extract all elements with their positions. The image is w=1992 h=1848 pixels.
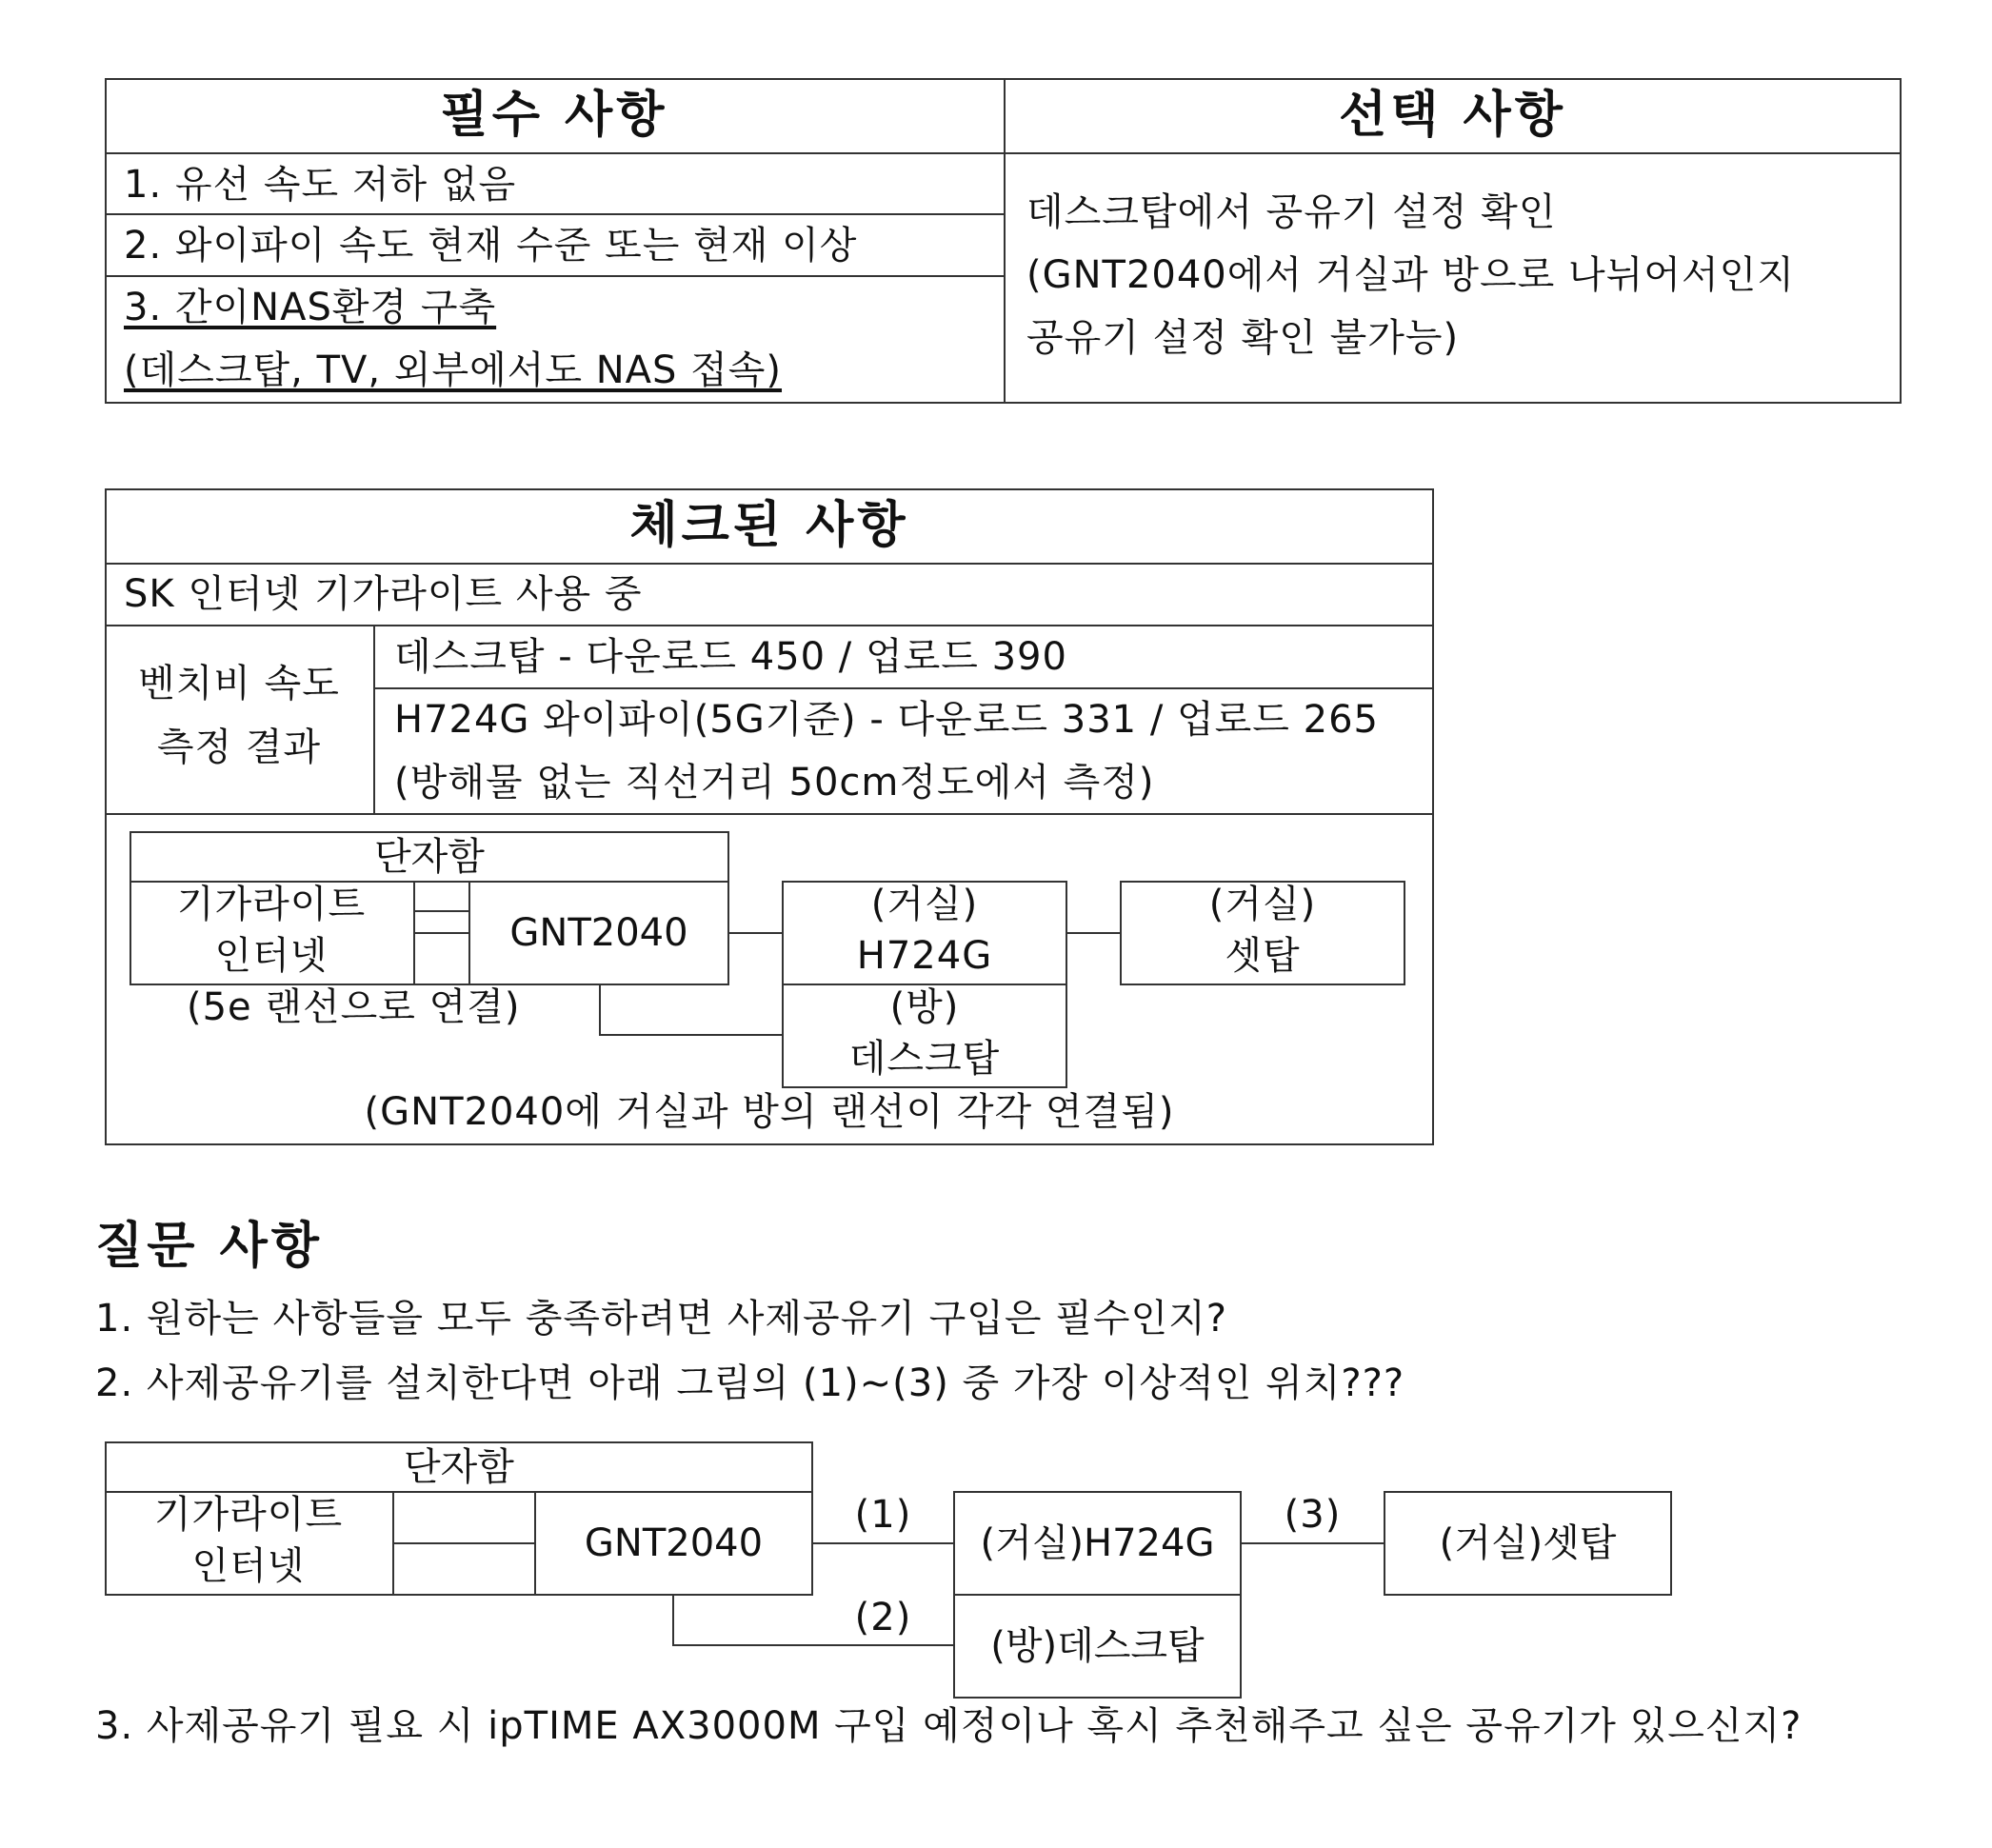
connector-gnt-room-horizontal [599, 1034, 782, 1036]
terminal-box-label: 단자함 [374, 835, 485, 879]
internet-info: SK 인터넷 기가라이트 사용 중 [124, 572, 643, 616]
question-3: 3. 사제공유기 필요 시 ipTIME AX3000M 구입 예정이나 혹시 추천해주고 싶은 공유기가 있으신지? [95, 1704, 1803, 1748]
living-router-label-2: (거실)H724G [980, 1521, 1215, 1565]
giga-label-line-1: 기가라이트 [176, 883, 367, 926]
gnt2040-label-2: GNT2040 [584, 1521, 764, 1565]
giga2-label-line-2: 인터넷 [191, 1544, 306, 1588]
connector-giga-gnt-bottom [413, 932, 468, 934]
position-marker-3: (3) [1284, 1493, 1342, 1537]
required-item-2: 2. 와이파이 속도 현재 수준 또는 현재 이상 [124, 224, 858, 268]
position-marker-1: (1) [854, 1493, 912, 1537]
diagram-caption: (GNT2040에 거실과 방의 랜선이 각각 연결됨) [364, 1090, 1175, 1134]
room-desktop-line-1: (방) [889, 985, 960, 1029]
desktop-speed-result: 데스크탑 - 다운로드 450 / 업로드 390 [394, 635, 1067, 679]
terminal-box-2-label: 단자함 [404, 1445, 514, 1489]
bench-label-line-1: 벤치비 속도 [138, 662, 340, 705]
optional-header: 선택 사항 [1338, 87, 1567, 144]
bench-label-divider [373, 625, 375, 814]
connector2-gnt-room-vertical [672, 1596, 674, 1645]
giga2-label-line-1: 기가라이트 [153, 1493, 344, 1537]
lan-note: (5e 랜선으로 연결) [187, 985, 521, 1029]
required-item-1: 1. 유선 속도 저하 없음 [124, 163, 517, 207]
gnt2040-label: GNT2040 [509, 911, 688, 955]
optional-line-3: 공유기 설정 확인 불가능) [1026, 316, 1460, 360]
connector-living-settop [1067, 932, 1120, 934]
living-router-line-2: H724G [856, 934, 993, 978]
connector-gnt-room-vertical [599, 985, 601, 1035]
optional-line-1: 데스크탑에서 공유기 설정 확인 [1026, 190, 1557, 234]
checked-header: 체크된 사항 [629, 497, 909, 554]
bench-label-line-2: 측정 결과 [156, 725, 322, 769]
settop-line-2: 셋탑 [1225, 934, 1301, 978]
question-1: 1. 원하는 사항들을 모두 충족하려면 사제공유기 구입은 필수인지? [95, 1297, 1228, 1341]
required-item-3-note: (데스크탑, TV, 외부에서도 NAS 접속) [124, 348, 783, 392]
required-header: 필수 사항 [440, 87, 668, 144]
living-router-line-1: (거실) [870, 883, 979, 926]
settop-line-1: (거실) [1208, 883, 1317, 926]
position-marker-2: (2) [854, 1596, 912, 1639]
wifi-speed-note: (방해물 없는 직선거리 50cm정도에서 측정) [394, 761, 1155, 805]
settop-label-2: (거실)셋탑 [1439, 1521, 1617, 1565]
required-item-3: 3. 간이NAS환경 구축 [124, 286, 497, 329]
connector-giga-gnt-top [413, 910, 468, 912]
connector2-giga-gnt [392, 1542, 534, 1544]
room-desktop-line-2: 데스크탑 [848, 1037, 1001, 1081]
room-desktop-label-2: (방)데스크탑 [990, 1624, 1205, 1668]
questions-header: 질문 사항 [95, 1218, 324, 1275]
question-2: 2. 사제공유기를 설치한다면 아래 그림의 (1)~(3) 중 가장 이상적인 위치??? [95, 1361, 1405, 1405]
optional-line-2: (GNT2040에서 거실과 방으로 나뉘어서인지 [1026, 253, 1795, 297]
wifi-speed-result: H724G 와이파이(5G기준) - 다운로드 331 / 업로드 265 [394, 698, 1380, 742]
giga-label-line-2: 인터넷 [214, 934, 329, 978]
connector-gnt-living [729, 932, 782, 934]
